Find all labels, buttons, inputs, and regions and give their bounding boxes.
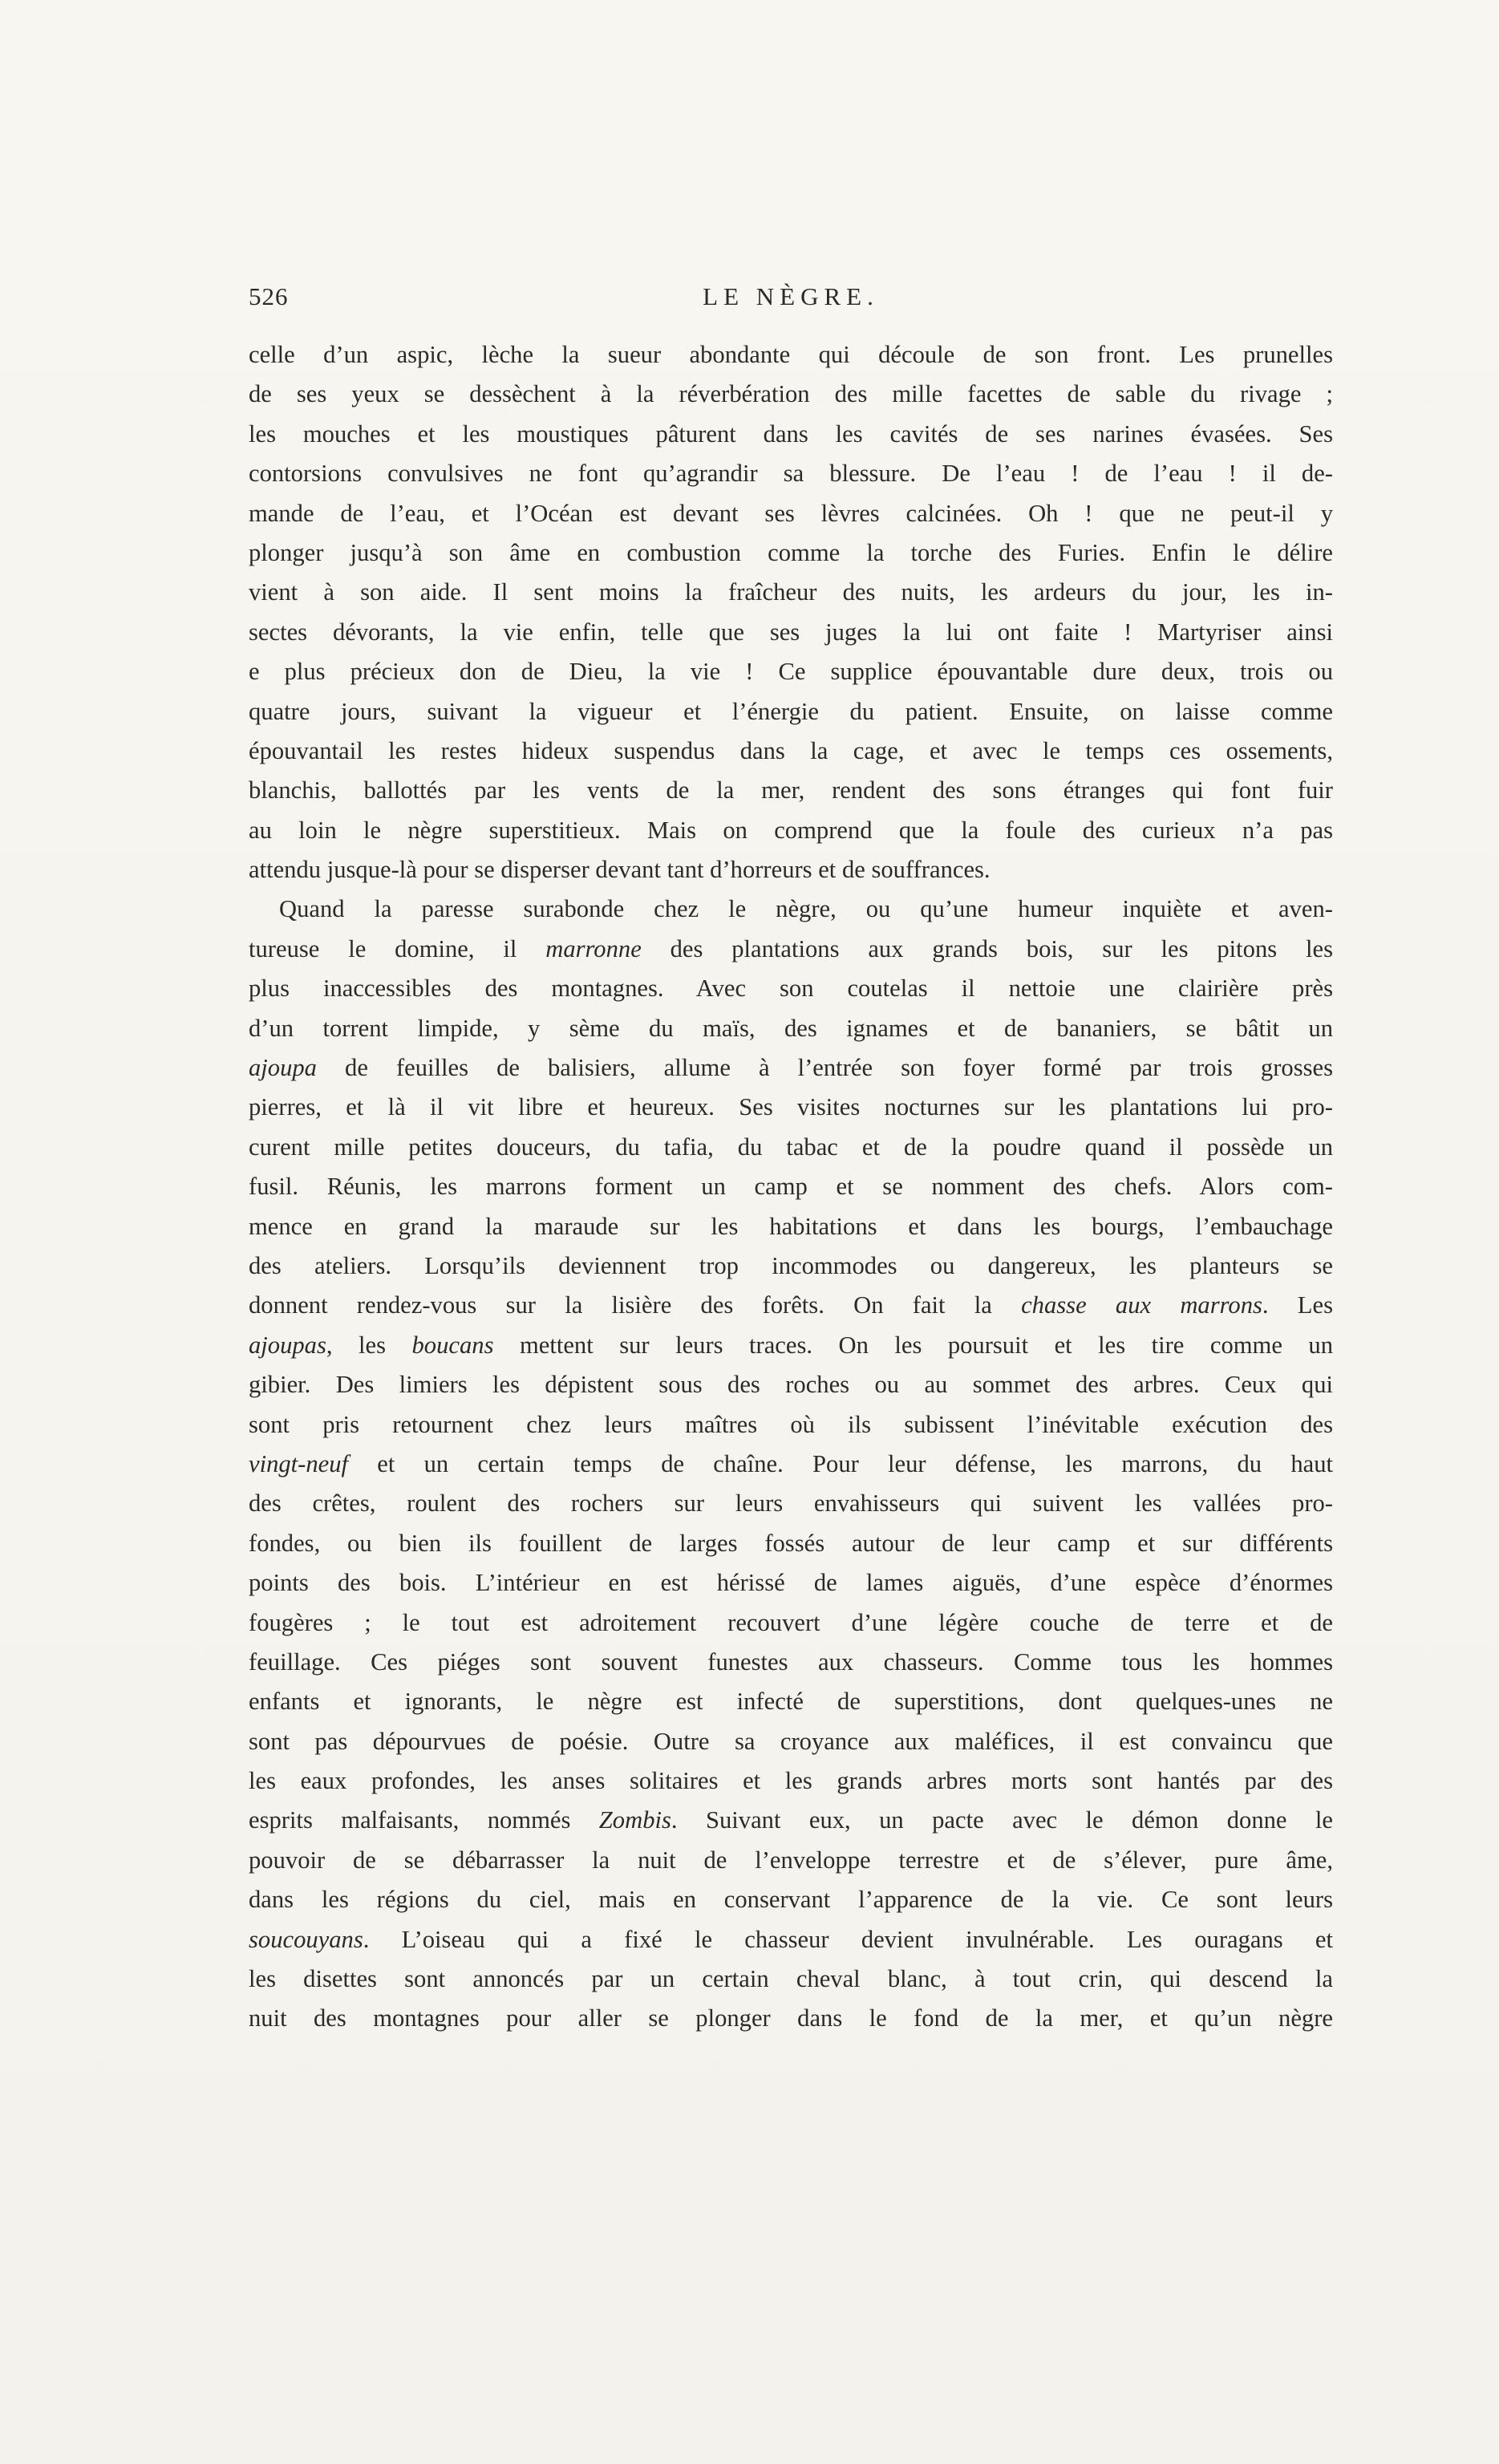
line-text: les mouches et les moustiques pâturent dans les cavités de ses narines évasées. Ses bbox=[249, 419, 1333, 448]
text-line bbox=[249, 1365, 1333, 1404]
text-line bbox=[249, 1048, 1333, 1088]
text-line bbox=[249, 1563, 1333, 1603]
line-text: points des bois. L’intérieur en est hérissé de lames aiguës, d’une espèce d’énormes bbox=[249, 1569, 1333, 1597]
line-text: de ses yeux se dessèchent à la réverbération des mille facettes de sable du rivage ; bbox=[249, 380, 1333, 408]
line-text: celle d’un aspic, lèche la sueur abondante qui découle de son front. Les prunelles bbox=[249, 341, 1333, 368]
text-line bbox=[249, 732, 1333, 771]
line-text: et un certain temps de chaîne. Pour leur défense, les marrons, du haut bbox=[348, 1449, 1333, 1477]
line-text: mence en grand la maraude sur les habitations et dans les bourgs, l’embauchage bbox=[249, 1212, 1333, 1240]
line-text: épouvantail les restes hideux suspendus dans la cage, et avec le temps ces ossements, bbox=[249, 736, 1333, 764]
line-text: sont pas dépourvues de poésie. Outre sa croyance aux maléfices, il est convaincu que bbox=[249, 1727, 1333, 1755]
line-text: gibier. Des limiers les dépistent sous des roches ou au sommet des arbres. Ceux qui bbox=[249, 1371, 1333, 1399]
italic-term: vingt-neuf bbox=[249, 1449, 349, 1477]
line-text: feuillage. Ces piéges sont souvent funestes aux chasseurs. Comme tous les hommes bbox=[249, 1647, 1333, 1676]
text-line bbox=[249, 573, 1333, 612]
line-text: fougères ; le tout est adroitement recouvert d’une légère couche de terre et de bbox=[249, 1608, 1333, 1636]
text-line bbox=[249, 613, 1333, 652]
text-line bbox=[249, 1207, 1333, 1246]
line-text: plus inaccessibles des montagnes. Avec son coutelas il nettoie une clairière près bbox=[249, 975, 1333, 1003]
text-line bbox=[249, 771, 1333, 810]
line-text: attendu jusque-là pour se disperser devant tant d’horreurs et de souffrances. bbox=[249, 856, 991, 884]
text-line bbox=[249, 692, 1333, 732]
text-line bbox=[249, 1286, 1333, 1325]
text-line bbox=[249, 1841, 1333, 1880]
text-line bbox=[249, 1682, 1333, 1721]
italic-term: chasse aux marrons bbox=[1021, 1291, 1262, 1319]
text-line bbox=[249, 1484, 1333, 1523]
text-line bbox=[249, 494, 1333, 533]
text-line bbox=[249, 1801, 1333, 1840]
line-text: tureuse le domine, il bbox=[249, 934, 546, 962]
text-line bbox=[249, 1603, 1333, 1643]
line-text: des ateliers. Lorsqu’ils deviennent trop incommodes ou dangereux, les planteurs se bbox=[249, 1251, 1333, 1279]
text-line bbox=[249, 969, 1333, 1008]
line-text: des plantations aux grands bois, sur les pitons les bbox=[641, 934, 1333, 962]
italic-term: boucans bbox=[411, 1331, 494, 1359]
text-line bbox=[249, 1643, 1333, 1682]
line-text: des crêtes, roulent des rochers sur leurs envahisseurs qui suivent les vallées pro- bbox=[249, 1489, 1333, 1518]
text-line bbox=[249, 850, 1333, 890]
text-line bbox=[249, 1999, 1333, 2038]
line-text: e plus précieux don de Dieu, la vie ! Ce supplice épouvantable dure deux, trois ou bbox=[249, 658, 1333, 686]
line-text: mande de l’eau, et l’Océan est devant ses lèvres calcinées. Oh ! que ne peut-il y bbox=[249, 499, 1333, 527]
line-text: les disettes sont annoncés par un certain cheval blanc, à tout crin, qui descend la bbox=[249, 1965, 1333, 1993]
line-text: au loin le nègre superstitieux. Mais on comprend que la foule des curieux n’a pas bbox=[249, 816, 1333, 844]
line-text: esprits malfaisants, nommés bbox=[249, 1806, 599, 1834]
running-title: LE NÈGRE. bbox=[703, 282, 879, 310]
page-number: 526 bbox=[249, 282, 289, 310]
line-text: blanchis, ballottés par les vents de la mer, rendent des sons étranges qui font fuir bbox=[249, 776, 1333, 804]
line-text: fusil. Réunis, les marrons forment un camp et se nomment des chefs. Alors com- bbox=[249, 1173, 1333, 1201]
line-text: de feuilles de balisiers, allume à l’entrée son foyer formé par trois grosses bbox=[316, 1054, 1333, 1082]
line-text: nuit des montagnes pour aller se plonger dans le fond de la mer, et qu’un nègre bbox=[249, 2004, 1333, 2032]
italic-term: Zombis bbox=[598, 1806, 671, 1834]
line-text: sont pris retournent chez leurs maîtres où ils subissent l’inévitable exécution des bbox=[249, 1410, 1333, 1438]
line-text: . L’oiseau qui a fixé le chasseur devient invulnérable. Les ouragans et bbox=[363, 1925, 1333, 1953]
text-line bbox=[249, 415, 1333, 454]
text-line bbox=[249, 811, 1333, 850]
text-line bbox=[249, 533, 1333, 573]
text-line bbox=[249, 652, 1333, 691]
running-head bbox=[249, 282, 1333, 321]
line-text: enfants et ignorants, le nègre est infecté de superstitions, dont quelques-unes ne bbox=[249, 1688, 1333, 1716]
line-text: , les bbox=[326, 1331, 412, 1359]
line-text: contorsions convulsives ne font qu’agrandir sa blessure. De l’eau ! de l’eau ! il de- bbox=[249, 460, 1333, 488]
line-text: Quand la paresse surabonde chez le nègre, ou qu’une humeur inquiète et aven- bbox=[279, 895, 1333, 923]
body-text bbox=[249, 335, 1333, 2039]
line-text: quatre jours, suivant la vigueur et l’énergie du patient. Ensuite, on laisse comme bbox=[249, 697, 1333, 725]
line-text: . Suivant eux, un pacte avec le démon donne le bbox=[670, 1806, 1333, 1834]
text-line bbox=[249, 1246, 1333, 1286]
text-line bbox=[249, 1009, 1333, 1048]
line-text: pierres, et là il vit libre et heureux. Ses visites nocturnes sur les plantations lui pro- bbox=[249, 1093, 1333, 1121]
line-text: curent mille petites douceurs, du tafia, du tabac et de la poudre quand il possède un bbox=[249, 1133, 1333, 1161]
text-line bbox=[249, 1445, 1333, 1484]
line-text: sectes dévorants, la vie enfin, telle que ses juges la lui ont faite ! Martyriser ainsi bbox=[249, 618, 1333, 646]
text-line bbox=[249, 454, 1333, 493]
line-text: vient à son aide. Il sent moins la fraîcheur des nuits, les ardeurs du jour, les in- bbox=[249, 578, 1333, 606]
line-text: les eaux profondes, les anses solitaires et les grands arbres morts sont hantés par des bbox=[249, 1767, 1333, 1795]
italic-term: ajoupas bbox=[249, 1331, 326, 1359]
line-text: plonger jusqu’à son âme en combustion comme la torche des Furies. Enfin le délire bbox=[249, 538, 1333, 566]
text-line bbox=[249, 1405, 1333, 1445]
text-line bbox=[249, 1167, 1333, 1206]
text-line bbox=[249, 890, 1333, 929]
italic-term: ajoupa bbox=[249, 1054, 317, 1082]
text-line bbox=[249, 1128, 1333, 1167]
text-line bbox=[249, 1722, 1333, 1761]
line-text: . Les bbox=[1262, 1291, 1333, 1319]
text-line bbox=[249, 1959, 1333, 1999]
line-text: d’un torrent limpide, y sème du maïs, des ignames et de bananiers, se bâtit un bbox=[249, 1014, 1333, 1042]
text-line bbox=[249, 1920, 1333, 1959]
text-line bbox=[249, 1880, 1333, 1919]
text-line bbox=[249, 335, 1333, 375]
italic-term: marronne bbox=[545, 934, 642, 962]
line-text: donnent rendez-vous sur la lisière des forêts. On fait la bbox=[249, 1291, 1022, 1319]
line-text: mettent sur leurs traces. On les poursuit et les tire comme un bbox=[493, 1331, 1333, 1359]
line-text: fondes, ou bien ils fouillent de larges fossés autour de leur camp et sur différents bbox=[249, 1529, 1333, 1557]
text-line bbox=[249, 1761, 1333, 1801]
text-line bbox=[249, 1524, 1333, 1563]
text-line bbox=[249, 1088, 1333, 1127]
text-line bbox=[249, 1326, 1333, 1365]
line-text: pouvoir de se débarrasser la nuit de l’enveloppe terrestre et de s’élever, pure âme, bbox=[249, 1846, 1333, 1874]
text-line bbox=[249, 375, 1333, 414]
italic-term: soucouyans bbox=[249, 1925, 363, 1953]
line-text: dans les régions du ciel, mais en conservant l’apparence de la vie. Ce sont leurs bbox=[249, 1886, 1333, 1914]
text-line bbox=[249, 930, 1333, 969]
